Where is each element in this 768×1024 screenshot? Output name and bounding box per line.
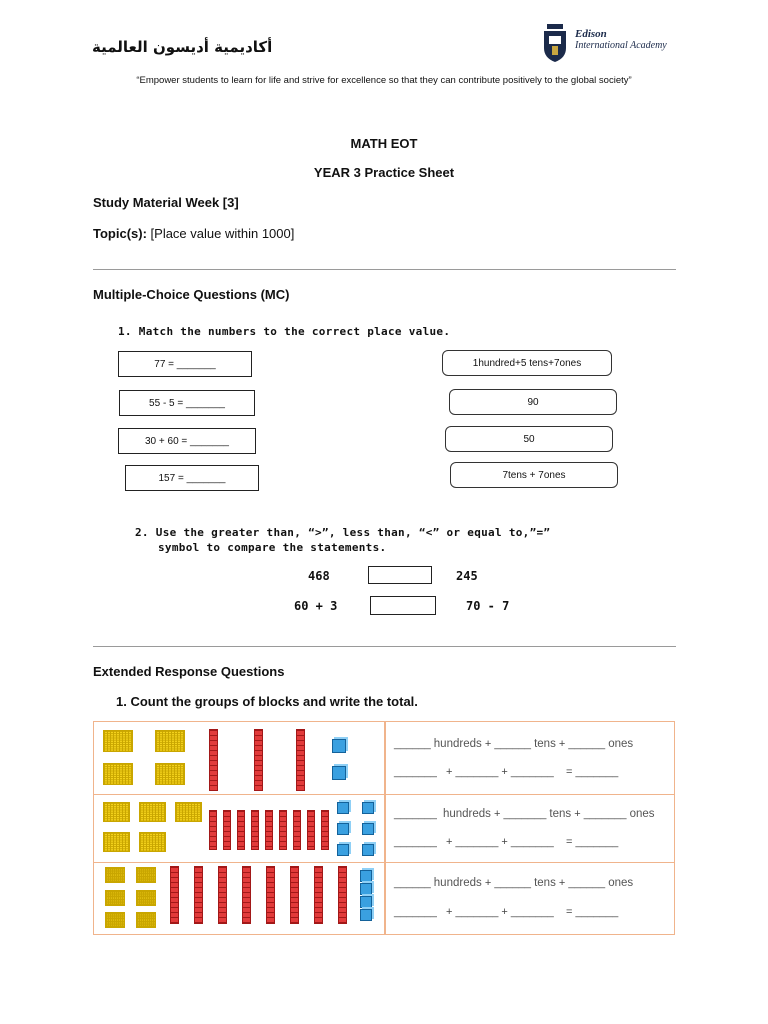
compare-answer-box[interactable] [370,596,436,615]
row-divider [94,862,674,863]
match-left-item: 55 - 5 = _______ [119,390,255,416]
match-left-item: 77 = _______ [118,351,252,377]
crest-icon [543,24,567,62]
hundred-flat [175,802,202,822]
ten-rod [237,810,245,850]
logo-text-line1: Edison [575,28,607,40]
compare-answer-box[interactable] [368,566,432,584]
one-cube [362,844,374,856]
one-cube [360,896,372,908]
hundred-flat [155,730,185,752]
ten-rod [307,810,315,850]
one-cube [337,844,349,856]
place-value-line: _______ hundreds + _______ tens + _______ ones [394,808,655,820]
ten-rod [293,810,301,850]
topic-label: Topic(s): [93,226,147,241]
hundred-flat [103,832,130,852]
hundred-flat [136,912,156,928]
ten-rod [223,810,231,850]
mc-worksheet [95,318,633,614]
school-motto: “Empower students to learn for life and strive for excellence so that they can contribute positively to the global society” [136,75,632,86]
ten-rod [338,866,347,924]
ten-rod [209,810,217,850]
extended-question-1: 1. Count the groups of blocks and write the total. [116,694,418,709]
one-cube [332,739,346,753]
question-2-text: 2. Use the greater than, “>”, less than, “<” or equal to,”=” symbol to compare the statements. [135,526,551,554]
ten-rod [314,866,323,924]
ten-rod [266,866,275,924]
compare-right: 245 [456,569,478,583]
hundred-flat [103,730,133,752]
place-value-line: ______ hundreds + ______ tens + ______ ones [394,877,634,889]
match-right-item: 90 [449,389,617,415]
hundred-flat [103,802,130,822]
hundred-flat [105,890,125,906]
hundred-flat [139,802,166,822]
ten-rod [170,866,179,924]
place-value-line: ______ hundreds + ______ tens + ______ ones [394,738,634,750]
divider [93,269,676,270]
ten-rod [296,729,305,791]
sheet-title: YEAR 3 Practice Sheet [313,165,455,180]
school-logo [543,24,673,66]
one-cube [360,883,372,895]
ten-rod [218,866,227,924]
compare-left: 60 + 3 [294,599,338,613]
school-name-arabic: أكاديمية أديسون العالمية [92,38,273,56]
hundred-flat [105,867,125,883]
compare-left: 468 [308,569,330,583]
topic-line [93,226,294,241]
hundred-flat [136,867,156,883]
ten-rod [279,810,287,850]
one-cube [337,823,349,835]
sum-line: _______ + _______ + _______ = _______ [394,766,619,778]
topic-value: [Place value within 1000] [146,226,295,241]
match-right-item: 7tens + 7ones [450,462,618,488]
study-week: Study Material Week [3] [93,195,239,210]
hundred-flat [105,912,125,928]
ten-rod [265,810,273,850]
extended-heading: Extended Response Questions [93,664,285,679]
logo-text-line2: International Academy [575,40,667,51]
compare-right: 70 - 7 [466,599,510,613]
hundred-flat [103,763,133,785]
match-right-item: 1hundred+5 tens+7ones [442,350,612,376]
row-divider [94,794,674,795]
one-cube [337,802,349,814]
blocks-table [93,721,675,935]
mc-heading: Multiple-Choice Questions (MC) [93,287,290,302]
match-left-item: 157 = _______ [125,465,259,491]
one-cube [332,766,346,780]
hundred-flat [155,763,185,785]
question-1-text: 1. Match the numbers to the correct place value. [118,325,451,338]
one-cube [360,909,372,921]
column-divider [384,722,386,934]
ten-rod [290,866,299,924]
sum-line: _______ + _______ + _______ = _______ [394,906,619,918]
match-right-item: 50 [445,426,613,452]
one-cube [362,823,374,835]
ten-rod [321,810,329,850]
one-cube [360,870,372,882]
ten-rod [209,729,218,791]
hundred-flat [139,832,166,852]
sum-line: _______ + _______ + _______ = _______ [394,836,619,848]
ten-rod [254,729,263,791]
hundred-flat [136,890,156,906]
subject-title: MATH EOT [350,136,418,151]
ten-rod [194,866,203,924]
one-cube [362,802,374,814]
match-left-item: 30 + 60 = _______ [118,428,256,454]
divider [93,646,676,647]
ten-rod [242,866,251,924]
ten-rod [251,810,259,850]
